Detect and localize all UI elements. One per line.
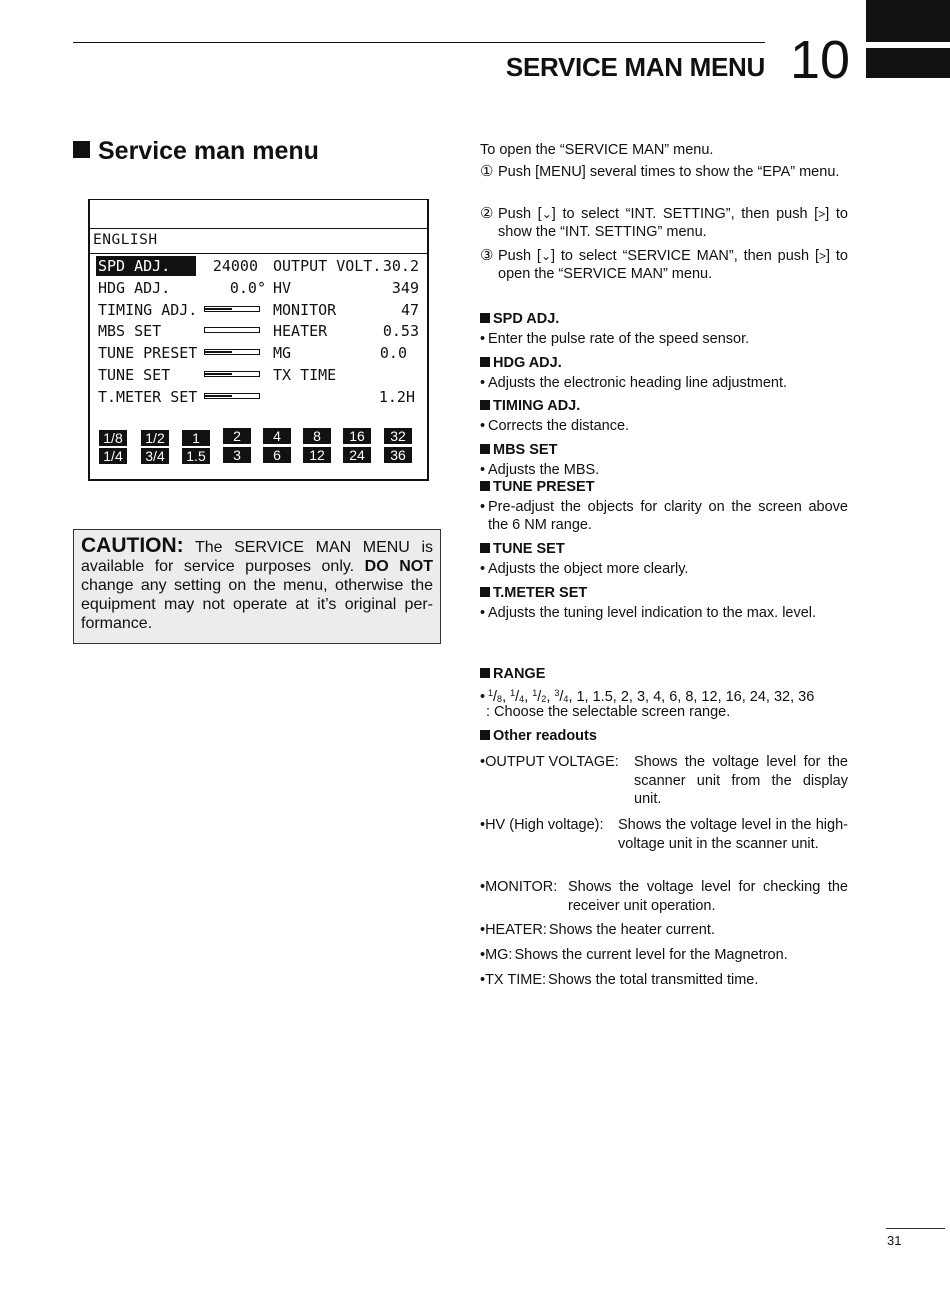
readout-term: •MONITOR: [480,879,558,895]
square-bullet-icon [480,668,490,678]
range-values-text: , 1, 1.5, 2, 3, 4, 6, 8, 12, 16, 24, 32, 36 [568,689,815,705]
screen-row-tmeter [90,387,427,407]
fraction-num: 3 [554,688,560,698]
screen-row-tune-set [90,365,427,385]
item-desc: • Enter the pulse rate of the speed sensor. [480,331,750,347]
readout-term: •OUTPUT VOLTAGE: [480,754,619,770]
screen-row-spd [90,256,427,276]
range-button[interactable]: 36 [384,447,412,463]
screen-readout-label: MONITOR [273,301,337,319]
screen-row-label: SPD ADJ. [96,256,196,276]
square-bullet-icon [480,357,490,367]
step-text-part: ] to select “INT. SETTING”, then push [ [551,206,819,222]
step-number: ③ [480,247,494,264]
screen-readout-label: HV [273,279,292,297]
item-desc-text: Adjusts the tuning level indication to the max. level. [488,605,817,621]
square-bullet-icon [480,481,490,491]
level-bar [204,349,260,355]
range-values: • $^1/_8$, $^1/_4$, $^1/_2$, $^3/_4$, 1, 1.5, 2, 3, 4, 6, 8, 12, 16, 24, 32, 36 [480,688,815,705]
screen-readout-label: OUTPUT VOLT. [273,257,382,275]
readout-term-text: TX TIME: [485,972,547,988]
range-button[interactable]: 8 [303,428,331,444]
step-text-part: Push [ [498,206,542,222]
screen-readout-value: 30.2 [382,257,419,275]
screen-readout-value: 1.2H [378,388,415,406]
item-desc: • Adjusts the electronic heading line adjustment. [480,375,788,391]
range-desc: : Choose the selectable screen range. [486,704,731,720]
level-bar [204,393,260,399]
level-bar [204,327,260,333]
square-bullet-icon [480,543,490,553]
item-heading-text: SPD ADJ. [493,311,560,327]
footer-rule [886,1228,945,1229]
down-arrow-icon: ⌄ [541,207,552,221]
screen-row-label: HDG ADJ. [98,279,171,297]
range-button[interactable]: 6 [263,447,291,463]
level-bar [204,306,260,312]
item-desc-text: Enter the pulse rate of the speed sensor. [488,331,750,347]
screen-row-label: TUNE PRESET [98,344,198,362]
item-heading [480,355,562,371]
level-bar-fill [205,395,232,397]
range-button[interactable]: 12 [303,447,331,463]
item-heading [480,585,587,601]
section-heading [73,137,319,166]
square-bullet-icon [480,400,490,410]
fraction-den: 2 [541,694,547,704]
readout-entry: •MG: Shows the current level for the Magnetron. [480,947,788,963]
item-desc: • Adjusts the tuning level indication to the max. level. [480,605,817,621]
fraction-num: 1 [532,688,538,698]
step-text-part: Push [ [498,248,541,264]
screen-row-value: 24000 [212,257,258,275]
level-bar-fill [205,373,232,375]
item-heading [480,311,559,327]
caution-title: CAUTION: [81,534,184,557]
item-heading-text: TUNE PRESET [493,479,595,495]
screen-readout-label: HEATER [273,322,328,340]
item-heading [480,541,565,557]
range-heading-text: RANGE [493,666,546,682]
right-arrow-icon: > [818,207,826,221]
fraction-num: 1 [510,688,516,698]
chapter-tab-bottom [866,48,950,78]
range-button[interactable]: 3/4 [141,448,169,464]
readout-term-text: MONITOR: [485,879,558,895]
readout-desc: Shows the current level for the Magnetron. [514,947,788,963]
section-heading-text: Service man menu [98,137,319,165]
square-bullet-icon [480,313,490,323]
other-heading-text: Other readouts [493,728,597,744]
other-heading [480,728,597,744]
step-text-part: ] to open the “SERVICE MAN” menu. [498,248,848,282]
caution-emphasis: DO NOT [364,558,433,575]
item-heading [480,398,580,414]
screen-divider [90,253,427,254]
item-heading [480,479,595,495]
screen-readout-value: 0.53 [382,322,419,340]
item-heading [480,442,557,458]
range-button[interactable]: 4 [263,428,291,444]
readout-term: •HV (High voltage): [480,817,604,833]
step-number: ① [480,163,494,180]
square-bullet-icon [480,444,490,454]
screen-language: ENGLISH [93,232,158,248]
readout-term-text: OUTPUT VOLTAGE: [485,754,619,770]
step-text-part: ] to select “SERVICE MAN”, then push [ [551,248,819,264]
chapter-tab-top [866,0,950,42]
item-desc: • Corrects the distance. [480,418,630,434]
screen-readout-value: 47 [400,301,419,319]
screen-divider [90,228,427,229]
fraction-den: 4 [519,694,525,704]
caution-box [73,529,441,644]
step-2 [480,205,848,241]
square-bullet-icon [480,587,490,597]
range-button[interactable]: 16 [343,428,371,444]
range-button[interactable]: 1/4 [99,448,127,464]
item-desc-text: Adjusts the object more clearly. [488,561,689,577]
item-desc: • Adjusts the object more clearly. [480,561,689,577]
readout-desc: Shows the voltage level for the scanner unit from the display unit. [634,754,848,807]
level-bar-fill [205,351,232,353]
step-3 [480,247,848,283]
readout-term-text: MG: [485,947,513,963]
readout-desc: Shows the total transmitted time. [548,972,759,988]
screen-readout-label: MG [273,344,292,362]
range-button[interactable]: 1/2 [141,430,169,446]
range-button[interactable]: 3 [223,447,251,463]
fraction-den: 4 [563,694,569,704]
range-button[interactable]: 2 [223,428,251,444]
readout-entry: •HEATER: Shows the heater current. [480,922,715,938]
screen-row-value: 0.0° [229,279,266,297]
screen-row-tune-preset [90,343,427,363]
menu-screen [88,199,429,481]
step-text [498,205,848,241]
fraction-num: 1 [488,688,494,698]
screen-readout-label: TX TIME [273,366,337,384]
square-bullet-icon [480,730,490,740]
readout-desc: Shows the heater current. [548,922,715,938]
step-1 [480,163,848,181]
item-heading-text: MBS SET [493,442,558,458]
caution-text: The SERVICE MAN MENU is available for service purposes only. [81,539,433,575]
screen-row-mbs [90,321,427,341]
step-number: ② [480,205,494,222]
screen-row-label: T.METER SET [98,388,198,406]
open-intro: To open the “SERVICE MAN” menu. [480,142,714,158]
down-arrow-icon: ⌄ [540,249,551,263]
screen-readout-value: 0.0 [379,344,407,362]
item-desc: • Pre-adjust the objects for clarity on the screen above the 6 NM range. [480,499,848,533]
range-heading [480,666,545,682]
step-text: Push [MENU] several times to show the “EPA” menu. [498,164,840,180]
item-desc-text: Corrects the distance. [488,418,630,434]
readout-entry: •TX TIME: Shows the total transmitted time. [480,972,759,988]
header-title: SERVICE MAN MENU [505,52,765,82]
item-heading-text: HDG ADJ. [493,355,562,371]
level-bar-fill [205,308,232,310]
screen-row-label: TUNE SET [98,366,171,384]
screen-row-timing [90,300,427,320]
item-desc-text: Adjusts the electronic heading line adjustment. [488,375,788,391]
range-button[interactable]: 24 [343,447,371,463]
right-arrow-icon: > [819,249,827,263]
header-rule [73,42,765,43]
page-number: 31 [887,1233,902,1248]
fraction-den: 8 [497,694,503,704]
range-button[interactable]: 1.5 [182,448,210,464]
level-bar [204,371,260,377]
item-heading-text: TIMING ADJ. [493,398,581,414]
range-button[interactable]: 32 [384,428,412,444]
screen-row-label: MBS SET [98,322,162,340]
item-desc-text: Pre-adjust the objects for clarity on the screen above the 6 NM range. [488,499,848,533]
screen-readout-value: 349 [391,279,419,297]
item-desc-text: Adjusts the MBS. [488,462,600,478]
square-bullet-icon [73,141,90,158]
chapter-number: 10 [790,30,851,90]
item-desc: • Adjusts the MBS. [480,462,600,478]
readout-desc: Shows the voltage level for checking the receiver unit operation. [568,879,848,914]
readout-desc: Shows the voltage level in the high-voltage unit in the scanner unit. [618,817,848,852]
range-button[interactable]: 1 [182,430,210,446]
item-heading-text: T.METER SET [493,585,588,601]
screen-row-hdg [90,278,427,298]
step-text-part: ] to show the “INT. SETTING” menu. [498,206,848,240]
step-text [498,247,848,283]
screen-row-label: TIMING ADJ. [98,301,198,319]
caution-text: change any setting on the menu, otherwise the equipment may not operate at it’s original per-formance. [81,577,433,632]
range-button[interactable]: 1/8 [99,430,127,446]
item-heading-text: TUNE SET [493,541,565,557]
readout-term-text: HEATER: [485,922,547,938]
readout-term-text: HV (High voltage): [485,817,604,833]
